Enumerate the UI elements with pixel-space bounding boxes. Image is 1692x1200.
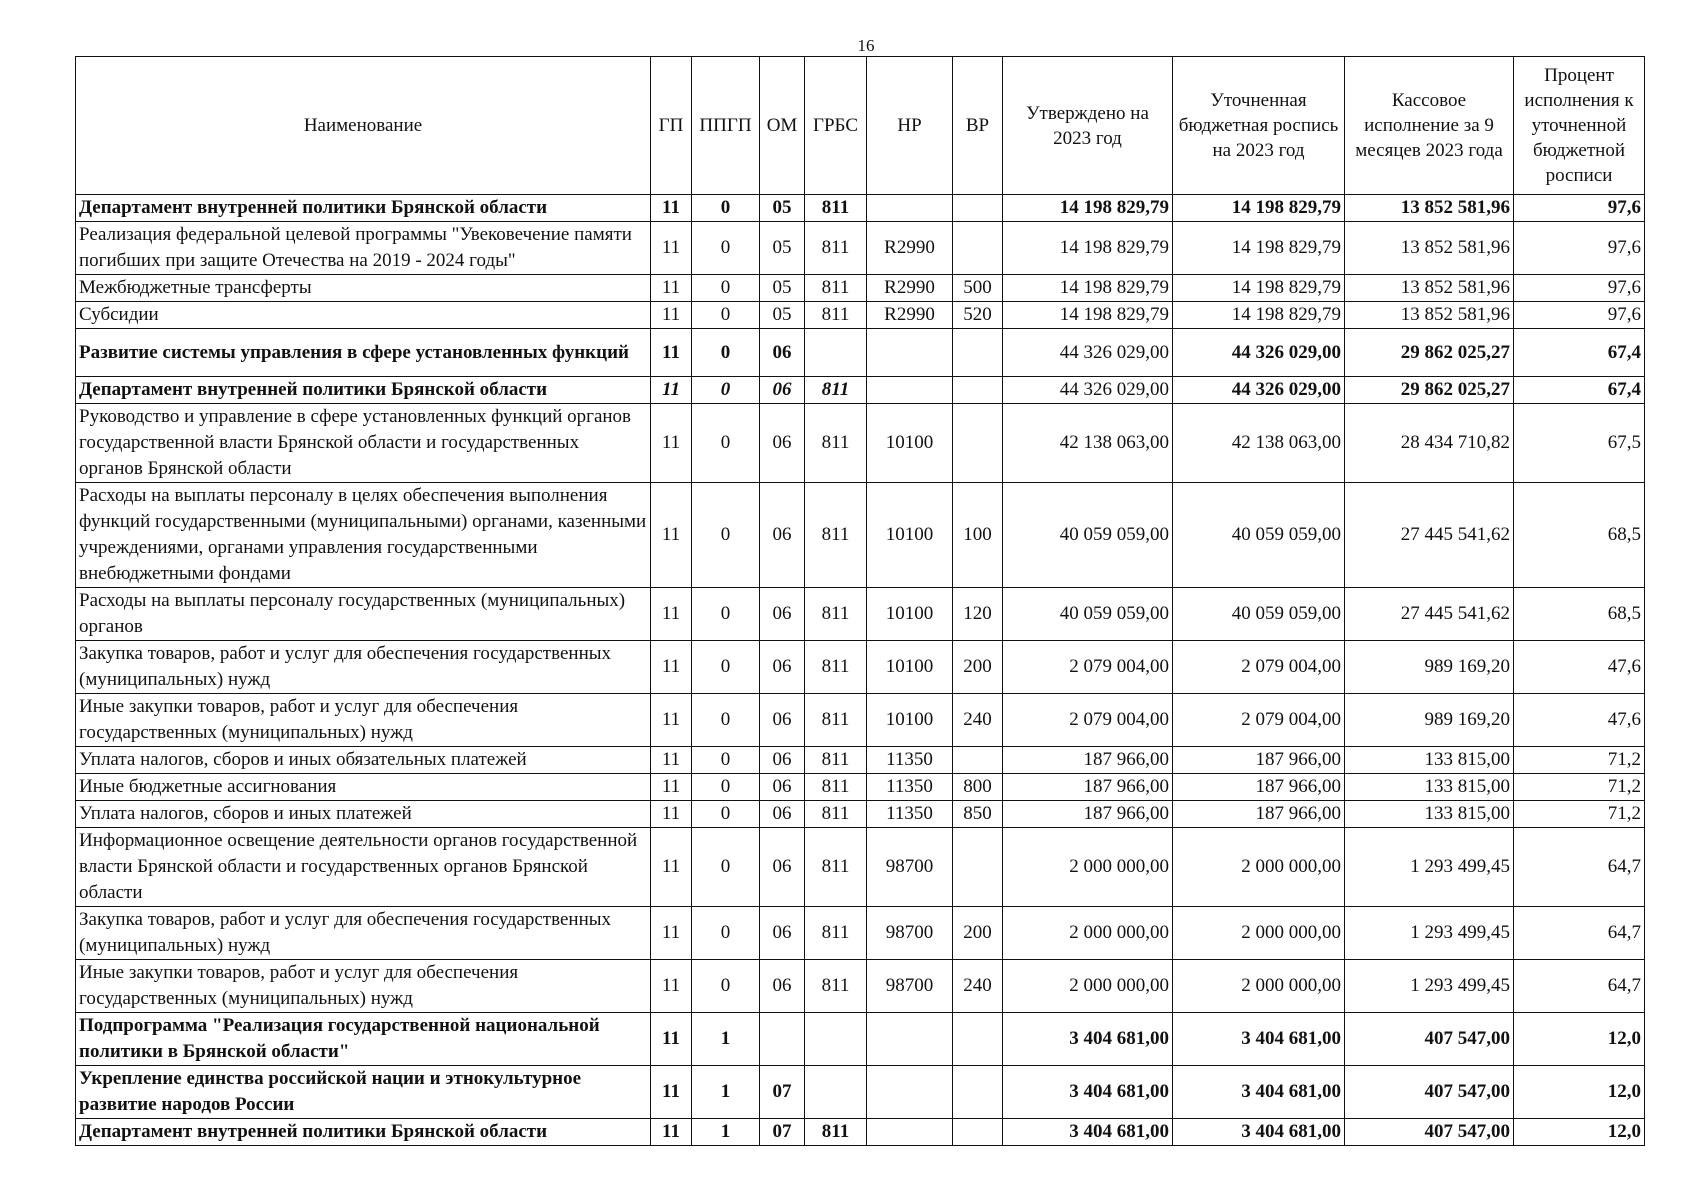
row-percent: 64,7: [1514, 907, 1645, 960]
row-approved: 2 000 000,00: [1003, 960, 1173, 1013]
row-refined: 187 966,00: [1173, 801, 1345, 828]
row-ppgp: 0: [692, 747, 760, 774]
row-vr: 120: [953, 588, 1003, 641]
row-ppgp: 0: [692, 302, 760, 329]
row-name: Департамент внутренней политики Брянской области: [76, 1119, 651, 1146]
row-name: Реализация федеральной целевой программы "Увековечение памяти погибших при защите Отечества на 2019 - 2024 годы": [76, 222, 651, 275]
row-cash: 13 852 581,96: [1345, 302, 1514, 329]
row-gp: 11: [651, 907, 692, 960]
row-refined: 14 198 829,79: [1173, 302, 1345, 329]
row-ppgp: 0: [692, 404, 760, 483]
row-refined: 2 000 000,00: [1173, 907, 1345, 960]
row-cash: 27 445 541,62: [1345, 588, 1514, 641]
row-approved: 3 404 681,00: [1003, 1066, 1173, 1119]
row-ppgp: 0: [692, 641, 760, 694]
row-ppgp: 0: [692, 195, 760, 222]
row-name: Закупка товаров, работ и услуг для обеспечения государственных (муниципальных) нужд: [76, 641, 651, 694]
header-approved: Утверждено на 2023 год: [1003, 57, 1173, 195]
row-gp: 11: [651, 404, 692, 483]
row-gp: 11: [651, 801, 692, 828]
row-refined: 44 326 029,00: [1173, 377, 1345, 404]
row-gp: 11: [651, 1119, 692, 1146]
row-name: Руководство и управление в сфере установленных функций органов государственной власти Брянской области и государственных органов Брянской области: [76, 404, 651, 483]
row-ppgp: 0: [692, 694, 760, 747]
row-vr: [953, 1013, 1003, 1066]
row-refined: 2 000 000,00: [1173, 960, 1345, 1013]
row-percent: 71,2: [1514, 774, 1645, 801]
row-refined: 187 966,00: [1173, 747, 1345, 774]
row-vr: [953, 195, 1003, 222]
row-cash: 133 815,00: [1345, 747, 1514, 774]
row-om: 06: [760, 960, 805, 1013]
row-approved: 3 404 681,00: [1003, 1119, 1173, 1146]
row-nr: R2990: [867, 222, 953, 275]
row-nr: 11350: [867, 747, 953, 774]
row-approved: 2 000 000,00: [1003, 907, 1173, 960]
row-grbs: 811: [805, 774, 867, 801]
row-vr: 200: [953, 907, 1003, 960]
row-gp: 11: [651, 1013, 692, 1066]
header-om: ОМ: [760, 57, 805, 195]
table-header-row: [76, 57, 1645, 195]
table-row: [76, 195, 1645, 222]
row-vr: 500: [953, 275, 1003, 302]
row-om: 07: [760, 1119, 805, 1146]
row-nr: 10100: [867, 404, 953, 483]
row-refined: 42 138 063,00: [1173, 404, 1345, 483]
row-grbs: 811: [805, 747, 867, 774]
row-name: Расходы на выплаты персоналу государственных (муниципальных) органов: [76, 588, 651, 641]
row-cash: 989 169,20: [1345, 641, 1514, 694]
row-cash: 1 293 499,45: [1345, 960, 1514, 1013]
row-name: Расходы на выплаты персоналу в целях обеспечения выполнения функций государственными (муниципальными) органами, казенными учреждениями, органами управления государственными внебюджетными фондами: [76, 483, 651, 588]
row-gp: 11: [651, 774, 692, 801]
row-cash: 133 815,00: [1345, 774, 1514, 801]
row-ppgp: 0: [692, 483, 760, 588]
row-ppgp: 0: [692, 275, 760, 302]
row-refined: 44 326 029,00: [1173, 329, 1345, 377]
row-vr: [953, 329, 1003, 377]
row-approved: 2 000 000,00: [1003, 828, 1173, 907]
row-ppgp: 1: [692, 1119, 760, 1146]
row-name: Укрепление единства российской нации и этнокультурное развитие народов России: [76, 1066, 651, 1119]
row-refined: 40 059 059,00: [1173, 588, 1345, 641]
row-percent: 67,5: [1514, 404, 1645, 483]
row-vr: 240: [953, 960, 1003, 1013]
header-ppgp: ППГП: [692, 57, 760, 195]
row-grbs: 811: [805, 404, 867, 483]
row-gp: 11: [651, 329, 692, 377]
row-vr: [953, 828, 1003, 907]
row-om: 06: [760, 747, 805, 774]
row-percent: 97,6: [1514, 302, 1645, 329]
row-approved: 3 404 681,00: [1003, 1013, 1173, 1066]
header-gp: ГП: [651, 57, 692, 195]
row-gp: 11: [651, 641, 692, 694]
row-cash: 1 293 499,45: [1345, 828, 1514, 907]
row-name: Иные бюджетные ассигнования: [76, 774, 651, 801]
row-refined: 3 404 681,00: [1173, 1013, 1345, 1066]
row-nr: R2990: [867, 302, 953, 329]
row-percent: 12,0: [1514, 1013, 1645, 1066]
table-row: [76, 275, 1645, 302]
row-om: 06: [760, 404, 805, 483]
header-vr: ВР: [953, 57, 1003, 195]
row-name: Уплата налогов, сборов и иных обязательных платежей: [76, 747, 651, 774]
row-cash: 407 547,00: [1345, 1119, 1514, 1146]
table-row: [76, 694, 1645, 747]
row-vr: [953, 404, 1003, 483]
row-gp: 11: [651, 828, 692, 907]
row-nr: [867, 377, 953, 404]
row-ppgp: 1: [692, 1066, 760, 1119]
row-gp: 11: [651, 1066, 692, 1119]
table-row: [76, 828, 1645, 907]
table-row: [76, 1119, 1645, 1146]
row-approved: 14 198 829,79: [1003, 275, 1173, 302]
row-grbs: [805, 329, 867, 377]
row-approved: 44 326 029,00: [1003, 329, 1173, 377]
row-name: Субсидии: [76, 302, 651, 329]
row-grbs: 811: [805, 801, 867, 828]
row-percent: 12,0: [1514, 1066, 1645, 1119]
row-refined: 40 059 059,00: [1173, 483, 1345, 588]
row-refined: 14 198 829,79: [1173, 275, 1345, 302]
row-ppgp: 0: [692, 329, 760, 377]
row-cash: 13 852 581,96: [1345, 195, 1514, 222]
row-gp: 11: [651, 302, 692, 329]
row-om: 06: [760, 377, 805, 404]
row-cash: 407 547,00: [1345, 1066, 1514, 1119]
row-vr: 200: [953, 641, 1003, 694]
row-cash: 13 852 581,96: [1345, 222, 1514, 275]
row-name: Подпрограмма "Реализация государственной национальной политики в Брянской области": [76, 1013, 651, 1066]
row-om: 06: [760, 774, 805, 801]
row-nr: 10100: [867, 588, 953, 641]
table-row: [76, 960, 1645, 1013]
row-percent: 68,5: [1514, 588, 1645, 641]
row-approved: 2 079 004,00: [1003, 641, 1173, 694]
row-grbs: 811: [805, 694, 867, 747]
row-nr: [867, 329, 953, 377]
row-nr: 98700: [867, 960, 953, 1013]
table-row: [76, 404, 1645, 483]
row-grbs: 811: [805, 907, 867, 960]
row-om: [760, 1013, 805, 1066]
row-name: Уплата налогов, сборов и иных платежей: [76, 801, 651, 828]
row-om: 06: [760, 694, 805, 747]
table-row: [76, 483, 1645, 588]
row-percent: 71,2: [1514, 801, 1645, 828]
row-approved: 44 326 029,00: [1003, 377, 1173, 404]
row-cash: 13 852 581,96: [1345, 275, 1514, 302]
row-nr: 98700: [867, 907, 953, 960]
row-percent: 12,0: [1514, 1119, 1645, 1146]
header-nr: НР: [867, 57, 953, 195]
row-percent: 64,7: [1514, 828, 1645, 907]
row-om: 05: [760, 195, 805, 222]
row-cash: 407 547,00: [1345, 1013, 1514, 1066]
row-cash: 1 293 499,45: [1345, 907, 1514, 960]
row-gp: 11: [651, 747, 692, 774]
table-row: [76, 377, 1645, 404]
row-approved: 187 966,00: [1003, 774, 1173, 801]
header-grbs: ГРБС: [805, 57, 867, 195]
table-row: [76, 774, 1645, 801]
row-refined: 14 198 829,79: [1173, 195, 1345, 222]
row-cash: 133 815,00: [1345, 801, 1514, 828]
row-om: 06: [760, 641, 805, 694]
row-name: Иные закупки товаров, работ и услуг для обеспечения государственных (муниципальных) нужд: [76, 694, 651, 747]
row-cash: 29 862 025,27: [1345, 377, 1514, 404]
row-percent: 97,6: [1514, 195, 1645, 222]
header-name: Наименование: [76, 57, 651, 195]
row-cash: 989 169,20: [1345, 694, 1514, 747]
header-percent: Процент исполнения к уточненной бюджетной росписи: [1514, 57, 1645, 195]
row-nr: 10100: [867, 694, 953, 747]
row-percent: 67,4: [1514, 329, 1645, 377]
row-vr: 520: [953, 302, 1003, 329]
row-refined: 2 079 004,00: [1173, 694, 1345, 747]
table-row: [76, 302, 1645, 329]
row-gp: 11: [651, 960, 692, 1013]
header-cash: Кассовое исполнение за 9 месяцев 2023 года: [1345, 57, 1514, 195]
row-refined: 2 079 004,00: [1173, 641, 1345, 694]
row-grbs: 811: [805, 960, 867, 1013]
row-name: Иные закупки товаров, работ и услуг для обеспечения государственных (муниципальных) нужд: [76, 960, 651, 1013]
row-om: 06: [760, 588, 805, 641]
row-nr: 10100: [867, 641, 953, 694]
row-name: Департамент внутренней политики Брянской области: [76, 195, 651, 222]
table-row: [76, 329, 1645, 377]
table-row: [76, 801, 1645, 828]
row-vr: 100: [953, 483, 1003, 588]
row-percent: 97,6: [1514, 222, 1645, 275]
row-approved: 14 198 829,79: [1003, 302, 1173, 329]
row-om: 06: [760, 329, 805, 377]
row-om: 05: [760, 222, 805, 275]
row-gp: 11: [651, 483, 692, 588]
row-name: Развитие системы управления в сфере установленных функций: [76, 329, 651, 377]
row-approved: 187 966,00: [1003, 801, 1173, 828]
row-om: 06: [760, 801, 805, 828]
row-nr: 11350: [867, 801, 953, 828]
row-grbs: 811: [805, 195, 867, 222]
row-grbs: 811: [805, 302, 867, 329]
row-refined: 3 404 681,00: [1173, 1119, 1345, 1146]
table-row: [76, 1013, 1645, 1066]
row-grbs: [805, 1066, 867, 1119]
row-approved: 187 966,00: [1003, 747, 1173, 774]
row-grbs: 811: [805, 222, 867, 275]
row-ppgp: 0: [692, 377, 760, 404]
row-gp: 11: [651, 377, 692, 404]
row-nr: 11350: [867, 774, 953, 801]
row-vr: 800: [953, 774, 1003, 801]
row-grbs: 811: [805, 828, 867, 907]
row-grbs: 811: [805, 483, 867, 588]
row-grbs: 811: [805, 641, 867, 694]
row-grbs: 811: [805, 588, 867, 641]
row-nr: [867, 1119, 953, 1146]
row-ppgp: 0: [692, 960, 760, 1013]
row-approved: 2 079 004,00: [1003, 694, 1173, 747]
row-gp: 11: [651, 694, 692, 747]
row-cash: 29 862 025,27: [1345, 329, 1514, 377]
row-om: 07: [760, 1066, 805, 1119]
table-row: [76, 907, 1645, 960]
row-vr: [953, 1066, 1003, 1119]
row-gp: 11: [651, 588, 692, 641]
row-nr: [867, 1066, 953, 1119]
row-approved: 14 198 829,79: [1003, 222, 1173, 275]
row-refined: 187 966,00: [1173, 774, 1345, 801]
row-ppgp: 0: [692, 774, 760, 801]
row-ppgp: 0: [692, 588, 760, 641]
table-row: [76, 747, 1645, 774]
row-name: Межбюджетные трансферты: [76, 275, 651, 302]
row-vr: [953, 222, 1003, 275]
table-row: [76, 222, 1645, 275]
row-vr: 240: [953, 694, 1003, 747]
row-vr: [953, 377, 1003, 404]
row-nr: [867, 1013, 953, 1066]
row-refined: 3 404 681,00: [1173, 1066, 1345, 1119]
row-vr: [953, 747, 1003, 774]
row-name: Информационное освещение деятельности органов государственной власти Брянской области и государственных органов Брянской области: [76, 828, 651, 907]
row-om: 05: [760, 302, 805, 329]
row-cash: 27 445 541,62: [1345, 483, 1514, 588]
row-grbs: 811: [805, 275, 867, 302]
budget-table: [75, 56, 1645, 1146]
row-nr: 98700: [867, 828, 953, 907]
row-grbs: 811: [805, 377, 867, 404]
row-percent: 67,4: [1514, 377, 1645, 404]
row-nr: R2990: [867, 275, 953, 302]
row-approved: 40 059 059,00: [1003, 483, 1173, 588]
row-vr: 850: [953, 801, 1003, 828]
row-ppgp: 0: [692, 907, 760, 960]
row-grbs: [805, 1013, 867, 1066]
row-percent: 68,5: [1514, 483, 1645, 588]
header-refined: Уточненная бюджетная роспись на 2023 год: [1173, 57, 1345, 195]
table-row: [76, 1066, 1645, 1119]
page-number: 16: [857, 36, 875, 55]
row-refined: 2 000 000,00: [1173, 828, 1345, 907]
table-row: [76, 641, 1645, 694]
row-nr: 10100: [867, 483, 953, 588]
row-vr: [953, 1119, 1003, 1146]
row-om: 06: [760, 828, 805, 907]
row-percent: 71,2: [1514, 747, 1645, 774]
row-cash: 28 434 710,82: [1345, 404, 1514, 483]
row-percent: 47,6: [1514, 641, 1645, 694]
row-gp: 11: [651, 222, 692, 275]
row-grbs: 811: [805, 1119, 867, 1146]
row-ppgp: 0: [692, 828, 760, 907]
row-name: Департамент внутренней политики Брянской области: [76, 377, 651, 404]
row-ppgp: 0: [692, 222, 760, 275]
row-percent: 97,6: [1514, 275, 1645, 302]
table-row: [76, 588, 1645, 641]
row-percent: 64,7: [1514, 960, 1645, 1013]
row-percent: 47,6: [1514, 694, 1645, 747]
row-gp: 11: [651, 275, 692, 302]
row-om: 06: [760, 483, 805, 588]
row-om: 06: [760, 907, 805, 960]
row-nr: [867, 195, 953, 222]
row-approved: 14 198 829,79: [1003, 195, 1173, 222]
row-approved: 40 059 059,00: [1003, 588, 1173, 641]
row-ppgp: 0: [692, 801, 760, 828]
row-om: 05: [760, 275, 805, 302]
row-ppgp: 1: [692, 1013, 760, 1066]
row-refined: 14 198 829,79: [1173, 222, 1345, 275]
row-name: Закупка товаров, работ и услуг для обеспечения государственных (муниципальных) нужд: [76, 907, 651, 960]
table-body: [76, 195, 1645, 1146]
row-gp: 11: [651, 195, 692, 222]
row-approved: 42 138 063,00: [1003, 404, 1173, 483]
